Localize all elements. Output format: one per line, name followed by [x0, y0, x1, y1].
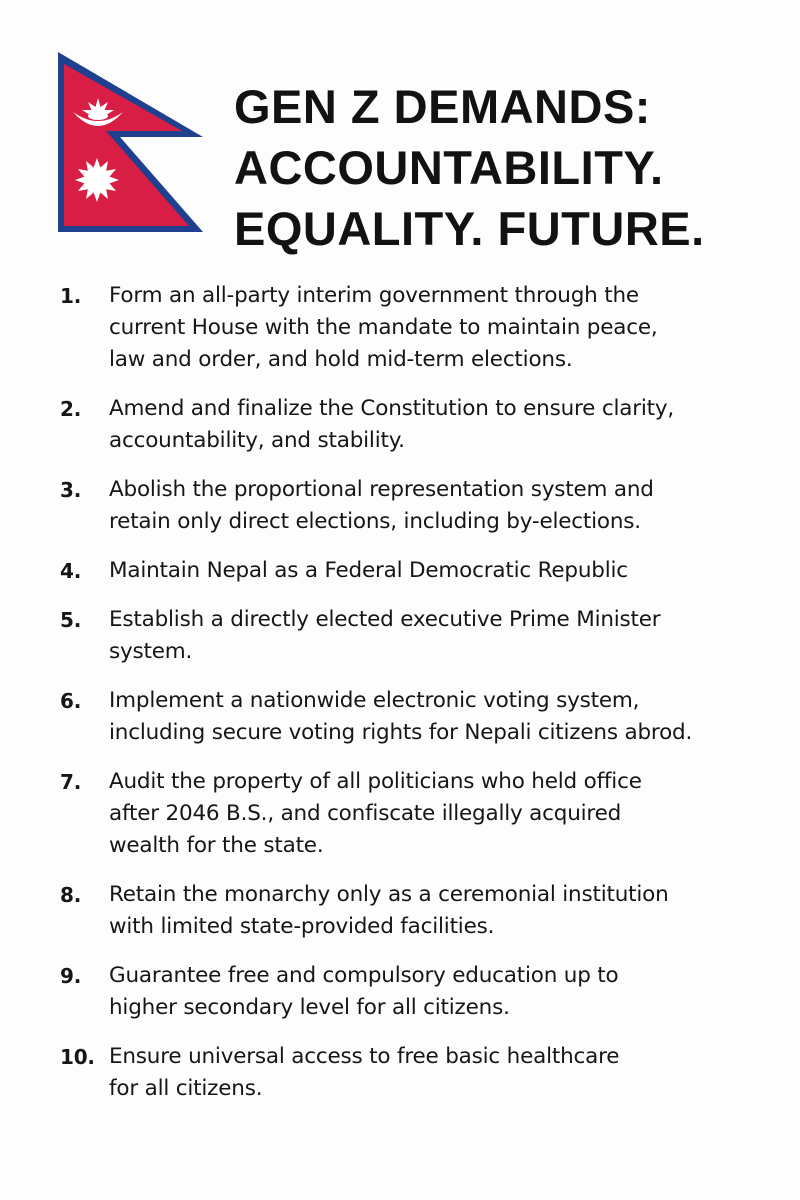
headline-line-3: EQUALITY. FUTURE. — [234, 202, 705, 255]
demand-text-line: system. — [109, 639, 193, 664]
demand-text-line: Ensure universal access to free basic healthcare — [109, 1044, 620, 1069]
list-item — [60, 474, 740, 538]
demand-text-line: after 2046 B.S., and confiscate illegally acquired — [109, 801, 622, 826]
demand-text-line: including secure voting rights for Nepali citizens abrod. — [109, 720, 693, 745]
demand-text-line: law and order, and hold mid-term elections. — [109, 347, 573, 372]
demand-number: 4. — [60, 559, 82, 583]
list-item — [60, 555, 740, 587]
demand-number: 9. — [60, 964, 82, 988]
demand-number: 8. — [60, 883, 82, 907]
page-title — [234, 76, 705, 259]
demands-list — [60, 280, 740, 1122]
headline-line-2: ACCOUNTABILITY. — [234, 141, 664, 194]
list-item — [60, 879, 740, 943]
demand-text-line: Establish a directly elected executive Prime Minister — [109, 607, 661, 632]
demand-text-line: Form an all-party interim government through the — [109, 283, 639, 308]
demand-text-line: with limited state-provided facilities. — [109, 914, 495, 939]
demand-text-line: retain only direct elections, including by-elections. — [109, 509, 641, 534]
demand-text-line: current House with the mandate to maintain peace, — [109, 315, 658, 340]
demand-text-line: Amend and finalize the Constitution to ensure clarity, — [109, 396, 674, 421]
demand-text-line: wealth for the state. — [109, 833, 324, 858]
demand-text-line: Abolish the proportional representation system and — [109, 477, 654, 502]
demand-number: 7. — [60, 770, 82, 794]
demand-text-line: for all citizens. — [109, 1076, 263, 1101]
list-item — [60, 280, 740, 376]
demand-text-line: Maintain Nepal as a Federal Democratic Republic — [109, 558, 628, 583]
demand-text-line: Implement a nationwide electronic voting system, — [109, 688, 640, 713]
demand-number: 10. — [60, 1045, 95, 1069]
demand-text-line: accountability, and stability. — [109, 428, 405, 453]
list-item — [60, 604, 740, 668]
demand-number: 2. — [60, 397, 82, 421]
demand-number: 5. — [60, 608, 82, 632]
demand-number: 6. — [60, 689, 82, 713]
demand-number: 3. — [60, 478, 82, 502]
list-item — [60, 685, 740, 749]
demand-text-line: Guarantee free and compulsory education up to — [109, 963, 619, 988]
headline-line-1: GEN Z DEMANDS: — [234, 80, 651, 133]
list-item — [60, 393, 740, 457]
demand-number: 1. — [60, 284, 82, 308]
demand-text-line: Audit the property of all politicians who held office — [109, 769, 642, 794]
list-item — [60, 1041, 740, 1105]
demand-text-line: higher secondary level for all citizens. — [109, 995, 510, 1020]
list-item — [60, 766, 740, 862]
list-item — [60, 960, 740, 1024]
demand-text-line: Retain the monarchy only as a ceremonial institution — [109, 882, 669, 907]
nepal-flag-icon — [58, 52, 203, 232]
